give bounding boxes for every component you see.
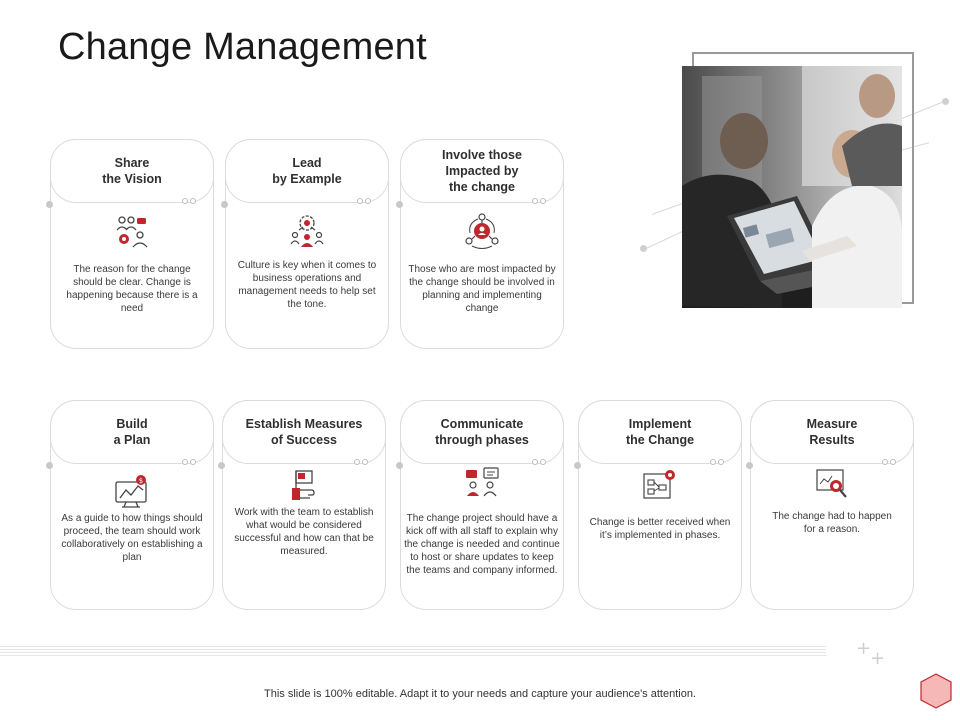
footer-note: This slide is 100% editable. Adapt it to your needs and capture your audience's attention. <box>264 688 696 700</box>
connector-dot <box>46 462 53 469</box>
card-communicate-phases <box>400 400 564 610</box>
connector-dot <box>221 201 228 208</box>
connector-dots <box>532 459 546 465</box>
decorative-line <box>646 231 683 249</box>
plus-decoration: + <box>870 648 886 669</box>
card-heading <box>225 139 389 203</box>
connector-dots <box>182 198 196 204</box>
card-heading <box>578 400 742 464</box>
decorative-dot <box>640 245 647 252</box>
connector-dots <box>182 459 196 465</box>
card-body-text: Culture is key when it comes to business operations and management needs to help set the tone. <box>237 260 377 310</box>
network-people-icon <box>464 213 500 249</box>
connector-dot <box>746 462 753 469</box>
card-body-text: As a guide to how things should proceed, the team should work collaboratively on establishing a plan <box>61 513 203 563</box>
magnifier-results-icon <box>814 466 850 502</box>
card-heading-text: Lead by Example <box>272 156 342 186</box>
card-heading <box>400 139 564 203</box>
card-heading-text: Measure Results <box>806 417 858 447</box>
card-measure-results <box>750 400 914 610</box>
card-heading <box>50 400 214 464</box>
card-body-text: The change had to happen for a reason. <box>772 511 892 535</box>
card-implement-change <box>578 400 742 610</box>
gear-leader-icon <box>289 213 325 249</box>
card-heading-text: Establish Measures of Success <box>245 417 363 447</box>
connector-dot <box>46 201 53 208</box>
card-body-text: Work with the team to establish what would be considered successful and how can that be measured. <box>234 507 374 557</box>
card-build-plan <box>50 400 214 610</box>
decorative-dot <box>942 98 949 105</box>
svg-text:$: $ <box>138 477 144 485</box>
flag-hand-icon <box>286 468 322 504</box>
footer-decorative-lines <box>0 646 826 660</box>
card-heading <box>50 139 214 203</box>
card-heading-text: Involve those Impacted by the change <box>442 148 522 194</box>
card-heading <box>222 400 386 464</box>
connector-dot <box>396 201 403 208</box>
team-idea-icon <box>114 213 150 249</box>
connector-dots <box>532 198 546 204</box>
card-body-text: Those who are most impacted by the change should be involved in planning and implementing change <box>408 264 556 314</box>
card-body-text: The reason for the change should be clear. Change is happening because there is a need <box>66 264 198 314</box>
card-heading-text: Share the Vision <box>102 156 162 186</box>
connector-dots <box>882 459 896 465</box>
card-heading <box>400 400 564 464</box>
connector-dot <box>218 462 225 469</box>
connector-dot <box>396 462 403 469</box>
connector-dot <box>574 462 581 469</box>
card-heading <box>750 400 914 464</box>
card-heading-text: Build a Plan <box>113 417 151 447</box>
business-meeting-photo <box>682 66 902 308</box>
page-title: Change Management <box>58 26 427 68</box>
plus-decoration: + <box>856 638 872 659</box>
connector-dots <box>354 459 368 465</box>
people-chat-icon <box>464 466 500 502</box>
decorative-line <box>652 202 684 215</box>
card-body-text: The change project should have a kick off with all staff to explain why the change is needed and continue to host or share updates to keep the teams and company informed. <box>404 513 560 576</box>
card-share-vision <box>50 139 214 349</box>
chart-plan-icon <box>114 474 150 510</box>
card-body-text: Change is better received when it’s implemented in phases. <box>589 517 731 541</box>
connector-dots <box>710 459 724 465</box>
card-heading-text: Communicate through phases <box>435 417 529 447</box>
flowchart-gear-icon <box>642 468 678 504</box>
card-establish-measures <box>222 400 386 610</box>
connector-dots <box>357 198 371 204</box>
card-involve-impacted <box>400 139 564 349</box>
card-heading-text: Implement the Change <box>625 417 695 447</box>
card-lead-example <box>225 139 389 349</box>
